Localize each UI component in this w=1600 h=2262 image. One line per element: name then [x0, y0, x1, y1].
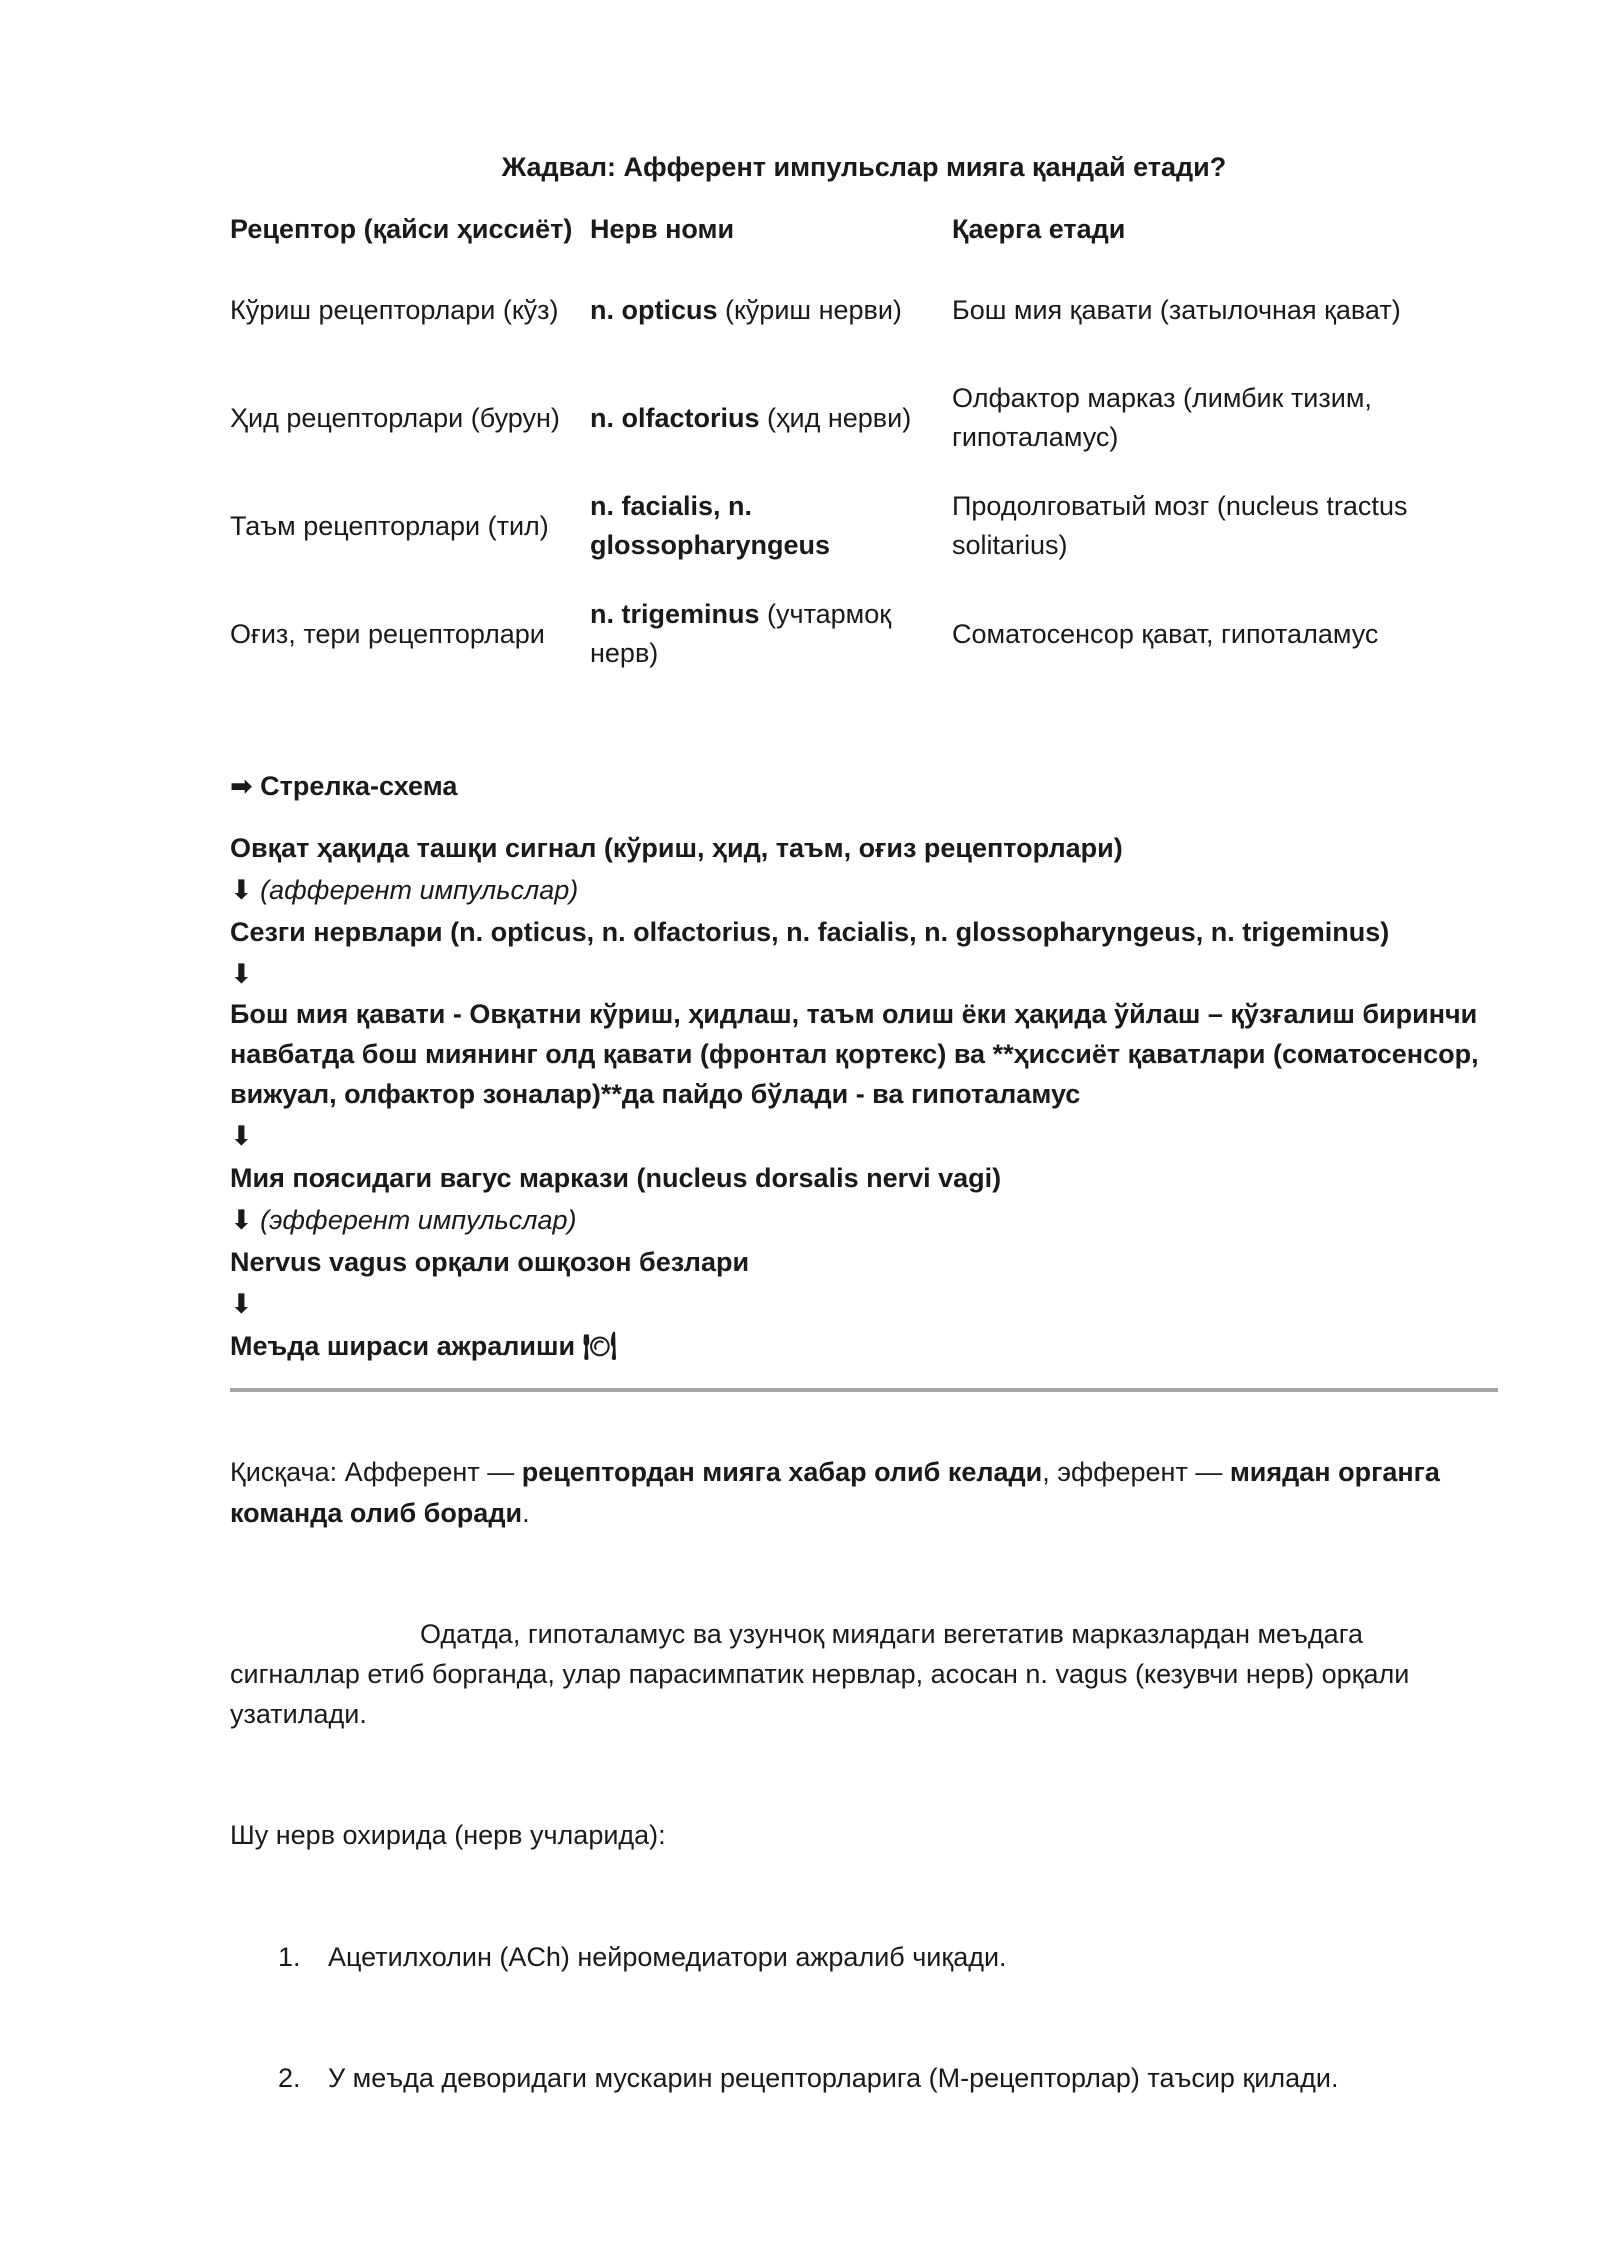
scheme-heading: ➡ Стрелка-схема [230, 771, 458, 802]
header-receptor: Рецептор (қайси ҳиссиёт) [230, 214, 573, 244]
target-cell: Олфактор марказ (лимбик тизим, гипоталамус) [952, 383, 1372, 452]
right-arrow-icon: ➡ [230, 771, 253, 802]
plate-icon: 🍽 [582, 1331, 617, 1362]
table-row [230, 472, 1498, 580]
down-arrow-icon: ⬇ [230, 875, 253, 906]
scheme-arrow-1: ⬇ (афферент импульслар) [230, 875, 579, 906]
receptor-cell: Оғиз, тери рецепторлари [230, 618, 545, 649]
header-nerve: Нерв номи [590, 214, 735, 244]
target-cell: Бош мия қавати (затылочная қават) [952, 294, 1401, 325]
horizontal-divider [230, 1388, 1498, 1392]
scheme-step-4: Мия поясидаги вагус маркази (nucleus dorsalis nervi vagi) [230, 1163, 1002, 1193]
table-row [230, 364, 1498, 472]
down-arrow-icon: ⬇ [230, 959, 253, 990]
body-paragraph: Одатда, гипоталамус ва узунчоқ миядаги вегетатив марказлардан меъдага сигналлар етиб борганда, улар парасимпатик нервлар, асосан n. vagus (кезувчи нерв) орқали узатилади. [230, 1619, 1410, 1729]
down-arrow-icon: ⬇ [230, 1205, 253, 1236]
table-title: Жадвал: Афферент импульслар мияга қандай етади? [501, 152, 1227, 182]
body-paragraph-short: Шу нерв охирида (нерв учларида): [230, 1820, 666, 1850]
scheme-step-2: Сезги нервлари (n. opticus, n. olfactorius, n. facialis, n. glossopharyngeus, n. trigeminus) [230, 917, 1390, 947]
table-header-row [230, 210, 1498, 256]
scheme-step-1: Овқат ҳақида ташқи сигнал (кўриш, ҳид, таъм, оғиз рецепторлари) [230, 833, 1123, 863]
afferent-table [230, 210, 1498, 688]
receptor-cell: Ҳид рецепторлари (бурун) [230, 402, 560, 433]
scheme-step-5: Nervus vagus орқали ошқозон безлари [230, 1247, 750, 1277]
receptor-cell: Кўриш рецепторлари (кўз) [230, 294, 559, 325]
nerve-cell: n. trigeminus (учтармоқ нерв) [590, 599, 892, 668]
down-arrow-icon: ⬇ [230, 1121, 253, 1152]
down-arrow-icon: ⬇ [230, 1289, 253, 1320]
table-row [230, 256, 1498, 364]
scheme-arrow-5 [230, 1284, 253, 1325]
header-target: Қаерга етади [952, 214, 1126, 244]
target-cell: Продолговатый мозг (nucleus tractus solitarius) [952, 491, 1408, 560]
receptor-cell: Таъм рецепторлари (тил) [230, 510, 549, 541]
list-item: 1. Ацетилхолин (ACh) нейромедиатори ажралиб чиқади. [278, 1942, 1007, 1972]
nerve-cell: n. opticus (кўриш нерви) [590, 294, 902, 325]
list-item: 2. У меъда деворидаги мускарин рецепторларига (М-рецепторлар) таъсир қилади. [278, 2063, 1339, 2093]
nerve-cell: n. facialis, n. glossopharyngeus [590, 491, 831, 560]
scheme-step-3: Бош мия қавати - Овқатни кўриш, ҳидлаш, таъм олиш ёки ҳақида ўйлаш – қўзғалиш биринчи навбатда бош миянинг олд қавати (фронтал қортекс) ва **ҳиссиёт қаватлари (соматосенсор, вижуал, олфактор зоналар)**да пайдо бўлади - ва гипоталамус [230, 999, 1479, 1109]
table-row [230, 580, 1498, 688]
summary-paragraph: Қисқача: Афферент — рецептордан мияга хабар олиб келади, эфферент — миядан органга команда олиб боради. [230, 1457, 1440, 1528]
target-cell: Соматосенсор қават, гипоталамус [952, 618, 1379, 649]
nerve-cell: n. olfactorius (ҳид нерви) [590, 402, 912, 433]
scheme-arrow-2 [230, 954, 253, 995]
scheme-arrow-3 [230, 1116, 253, 1157]
scheme-step-6: Меъда шираси ажралиши 🍽 [230, 1331, 617, 1362]
scheme-arrow-4: ⬇ (эфферент импульслар) [230, 1205, 577, 1236]
